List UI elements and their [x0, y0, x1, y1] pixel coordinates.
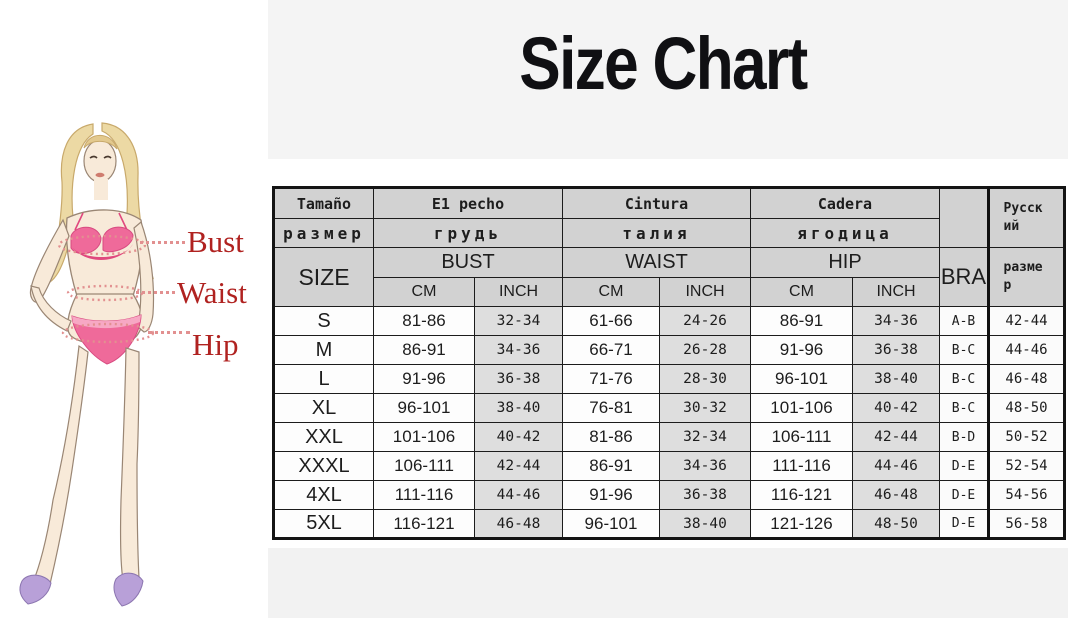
cell-size: L	[274, 365, 374, 394]
cell-hip-inch: 34-36	[853, 307, 940, 336]
cell-hip-inch: 38-40	[853, 365, 940, 394]
cell-waist-inch: 36-38	[660, 481, 751, 510]
right-shoe	[114, 573, 143, 606]
right-leg	[121, 348, 139, 580]
cell-bust-inch: 46-48	[475, 510, 563, 539]
body-measurement-figure	[5, 118, 220, 615]
cell-waist-inch: 34-36	[660, 452, 751, 481]
lips	[96, 173, 105, 177]
header-waist-en: WAIST	[563, 248, 751, 278]
header-waist-ru: талия	[563, 219, 751, 248]
header-size-ru: размер	[274, 219, 374, 248]
header-hip-cm: CM	[751, 278, 853, 307]
table-row	[274, 481, 1065, 510]
cell-bust-cm: 96-101	[374, 394, 475, 423]
cell-bust-cm: 106-111	[374, 452, 475, 481]
cell-russian-size: 46-48	[989, 365, 1065, 394]
cell-bust-cm: 116-121	[374, 510, 475, 539]
cell-hip-cm: 106-111	[751, 423, 853, 452]
cell-waist-cm: 71-76	[563, 365, 660, 394]
cell-hip-inch: 46-48	[853, 481, 940, 510]
header-russian-size	[989, 248, 1065, 307]
cell-russian-size: 42-44	[989, 307, 1065, 336]
bust-label: Bust	[187, 224, 244, 259]
cell-waist-cm: 86-91	[563, 452, 660, 481]
header-waist-cm: CM	[563, 278, 660, 307]
table-row	[274, 510, 1065, 539]
cell-russian-size: 48-50	[989, 394, 1065, 423]
cell-hip-inch: 48-50	[853, 510, 940, 539]
cell-bra: A-B	[940, 307, 989, 336]
header-hip-es: Cadera	[751, 188, 940, 219]
cell-hip-cm: 121-126	[751, 510, 853, 539]
left-leg	[33, 346, 88, 584]
cell-size: M	[274, 336, 374, 365]
cell-size: XXXL	[274, 452, 374, 481]
cell-bra: B-C	[940, 394, 989, 423]
waist-label: Waist	[177, 275, 247, 310]
cell-size: XL	[274, 394, 374, 423]
cell-hip-cm: 96-101	[751, 365, 853, 394]
header-hip-en: HIP	[751, 248, 940, 278]
cell-bust-cm: 81-86	[374, 307, 475, 336]
cell-hip-cm: 116-121	[751, 481, 853, 510]
header-russian-label	[989, 188, 1065, 248]
cell-size: S	[274, 307, 374, 336]
cell-hip-inch: 44-46	[853, 452, 940, 481]
cell-bust-cm: 86-91	[374, 336, 475, 365]
cell-bust-inch: 38-40	[475, 394, 563, 423]
header-bust-en: BUST	[374, 248, 563, 278]
header-waist-es: Cintura	[563, 188, 751, 219]
header-russian-label-text: Русский	[1003, 201, 1043, 234]
cell-hip-cm: 111-116	[751, 452, 853, 481]
cell-bust-inch: 40-42	[475, 423, 563, 452]
cell-hip-cm: 91-96	[751, 336, 853, 365]
cell-waist-cm: 96-101	[563, 510, 660, 539]
table-row	[274, 452, 1065, 481]
cell-hip-inch: 40-42	[853, 394, 940, 423]
header-russian-size-text: размер	[1003, 260, 1043, 293]
waist-dotted-line	[136, 291, 175, 294]
header-bust-inch: INCH	[475, 278, 563, 307]
hip-label: Hip	[192, 327, 239, 362]
cell-waist-inch: 30-32	[660, 394, 751, 423]
header-bust-es: E1 pecho	[374, 188, 563, 219]
left-forearm-hand	[31, 286, 71, 331]
cell-bust-inch: 32-34	[475, 307, 563, 336]
bottom-background-band	[268, 548, 1068, 618]
cell-bust-cm: 111-116	[374, 481, 475, 510]
cell-waist-cm: 76-81	[563, 394, 660, 423]
neck	[94, 179, 108, 200]
cell-russian-size: 44-46	[989, 336, 1065, 365]
table-row	[274, 423, 1065, 452]
hip-dotted-line	[148, 331, 190, 334]
cell-size: 4XL	[274, 481, 374, 510]
cell-size: XXL	[274, 423, 374, 452]
cell-hip-cm: 86-91	[751, 307, 853, 336]
header-size-es: Tamaño	[274, 188, 374, 219]
header-bra: BRA	[940, 248, 989, 307]
cell-bust-cm: 101-106	[374, 423, 475, 452]
header-hip-inch: INCH	[853, 278, 940, 307]
cell-bra: B-D	[940, 423, 989, 452]
cell-bra: D-E	[940, 481, 989, 510]
header-bra-spacer	[940, 188, 989, 248]
header-bust-ru: грудь	[374, 219, 563, 248]
bust-dotted-line	[140, 241, 185, 244]
table-row	[274, 365, 1065, 394]
cell-bra: D-E	[940, 452, 989, 481]
cell-hip-inch: 36-38	[853, 336, 940, 365]
cell-bra: B-C	[940, 336, 989, 365]
header-waist-inch: INCH	[660, 278, 751, 307]
cell-bust-cm: 91-96	[374, 365, 475, 394]
cell-waist-cm: 91-96	[563, 481, 660, 510]
cell-bra: B-C	[940, 365, 989, 394]
cell-hip-inch: 42-44	[853, 423, 940, 452]
cell-russian-size: 52-54	[989, 452, 1065, 481]
cell-waist-cm: 66-71	[563, 336, 660, 365]
cell-russian-size: 56-58	[989, 510, 1065, 539]
cell-waist-inch: 32-34	[660, 423, 751, 452]
header-size-en: SIZE	[274, 248, 374, 307]
table-row	[274, 307, 1065, 336]
cell-bust-inch: 42-44	[475, 452, 563, 481]
cell-waist-inch: 38-40	[660, 510, 751, 539]
size-chart-table	[272, 186, 1066, 540]
page-title: Size Chart	[519, 21, 807, 105]
cell-bust-inch: 34-36	[475, 336, 563, 365]
cell-russian-size: 54-56	[989, 481, 1065, 510]
cell-size: 5XL	[274, 510, 374, 539]
cell-waist-inch: 26-28	[660, 336, 751, 365]
cell-bust-inch: 36-38	[475, 365, 563, 394]
table-row	[274, 336, 1065, 365]
cell-waist-inch: 28-30	[660, 365, 751, 394]
cell-waist-inch: 24-26	[660, 307, 751, 336]
header-bust-cm: CM	[374, 278, 475, 307]
cell-hip-cm: 101-106	[751, 394, 853, 423]
cell-russian-size: 50-52	[989, 423, 1065, 452]
cell-bust-inch: 44-46	[475, 481, 563, 510]
table-row	[274, 394, 1065, 423]
left-shoe	[20, 575, 51, 604]
header-hip-ru: ягодица	[751, 219, 940, 248]
cell-bra: D-E	[940, 510, 989, 539]
cell-waist-cm: 61-66	[563, 307, 660, 336]
cell-waist-cm: 81-86	[563, 423, 660, 452]
